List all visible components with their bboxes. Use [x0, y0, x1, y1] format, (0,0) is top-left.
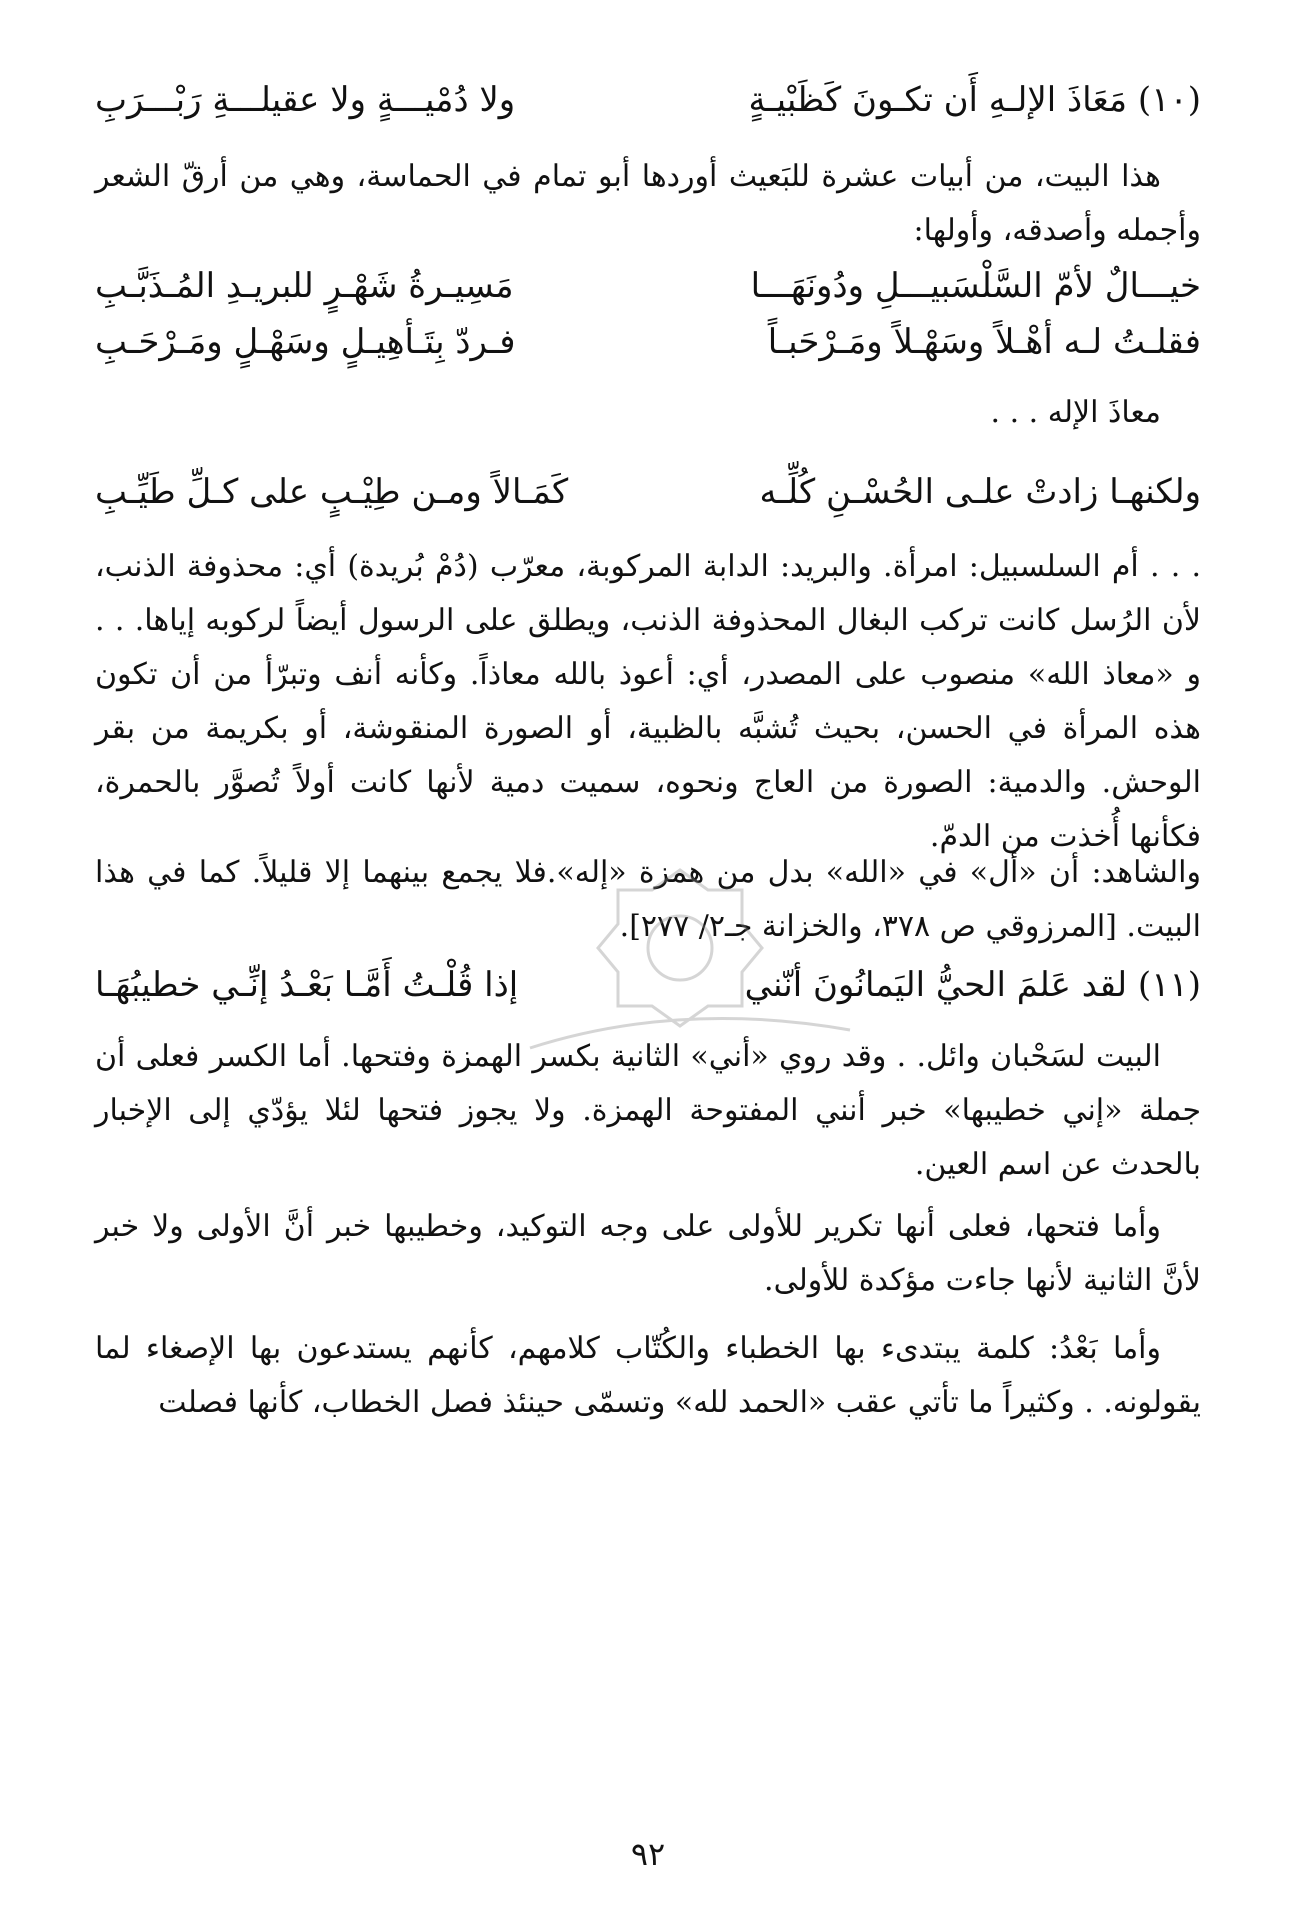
paragraph-second-reading	[95, 1200, 1201, 1308]
paragraph-evidence-text: والشاهد: أن «أل» في «الله» بدل من همزة «إله».فلا يجمع بينهما إلا قليلاً. كما في هذا البيت. [المرزوقي ص ٣٧٨، والخزانة جـ٢/ ٢٧٧].	[95, 855, 1201, 944]
poem-line-2-second-hemistich: فـردّ بِتَـأهِيـلٍ وسَهْـلٍ ومَـرْحَـبِ	[95, 322, 516, 362]
library-watermark	[470, 860, 890, 1060]
paragraph-intro	[95, 150, 1201, 258]
paragraph-amma-baad-text: وأما بَعْدُ: كلمة يبتدىء بها الخطباء والكُتّاب كلامهم، كأنهم يستدعون بها الإصغاء لما يقولونه. . وكثيراً ما تأتي عقب «الحمد لله» وتسمّى حينئذ فصل الخطاب، كأنها فصلت	[95, 1331, 1201, 1420]
paragraph-commentary	[95, 540, 1201, 864]
poem-line-2-first-hemistich: فقلـتُ لـه أهْـلاً وسَهْـلاً ومَـرْحَبـاً	[767, 322, 1201, 362]
ellipsis-line-text: معاذَ الإله . . .	[990, 395, 1161, 430]
paragraph-amma-baad	[95, 1322, 1201, 1430]
poem-line-3	[95, 462, 1201, 522]
poem-line-3-second-hemistich: كَمَـالاً ومـن طِيْـبٍ على كـلِّ طَيِّـبِ	[95, 472, 569, 512]
poem-line-1-second-hemistich: مَسِيـرةُ شَهْـرٍ للبريـدِ المُـذَبَّـبِ	[95, 266, 514, 306]
ellipsis-line	[95, 386, 1201, 440]
poem-line-1-first-hemistich: خيـــالٌ لأمّ السَّلْسَبيـــلِ ودُونَهَـــا	[750, 266, 1201, 306]
poem-line-1	[95, 258, 1201, 314]
paragraph-commentary-text: . . . أم السلسبيل: امرأة. والبريد: الدابة المركوبة، معرّب (دُمْ بُريدة) أي: محذوفة الذنب، لأن الرُسل كانت تركب البغال المحذوفة الذنب، ويطلق على الرسول أيضاً لركوبه إياها. . . و «معاذ الله» منصوب على المصدر، أي: أعوذ بالله معاذاً. وكأنه أنف وتبرّأ من أن تكون هذه المرأة في الحسن، بحيث تُشبَّه بالظبية، أو الصورة المنقوشة، أو بكريمة من بقر الوحش. والدمية: الصورة من العاج ونحوه، سميت دمية لأنها كانت أولاً تُصوَّر بالحمرة، فكأنها أُخذت من الدمّ.	[95, 549, 1201, 854]
paragraph-intro-text: هذا البيت، من أبيات عشرة للبَعيث أوردها أبو تمام في الحماسة، وهي من أرقّ الشعر وأجمله وأصدقه، وأولها:	[95, 159, 1201, 248]
poem-line-3-first-hemistich: ولكنهـا زادتْ علـى الحُسْـنِ كُلِّـه	[759, 472, 1201, 512]
poem-line-2	[95, 314, 1201, 370]
verse-10-first-hemistich: (١٠) مَعَاذَ الإلـهِ أَن تكـونَ كَظَبْيـةٍ	[748, 80, 1201, 120]
verse-11-first-hemistich: (١١) لقد عَلمَ الحيُّ اليَمانُونَ أنّني	[744, 965, 1201, 1005]
watermark-emblem-icon	[470, 860, 890, 1060]
page-number: ٩٢	[630, 1835, 666, 1873]
paragraph-verse-11-note-text: البيت لسَحْبان وائل. . وقد روي «أني» الثانية بكسر الهمزة وفتحها. أما الكسر فعلى أن جملة «إني خطيبها» خبر أنني المفتوحة الهمزة. ولا يجوز فتحها لئلا يؤدّي إلى الإخبار بالحدث عن اسم العين.	[95, 1039, 1201, 1182]
verse-10	[95, 70, 1201, 130]
poem-lines	[95, 258, 1201, 370]
verse-10-second-hemistich: ولا دُمْيـــةٍ ولا عقيلـــةِ رَبْـــرَبِ	[95, 80, 516, 120]
paragraph-second-reading-text: وأما فتحها، فعلى أنها تكرير للأولى على وجه التوكيد، وخطيبها خبر أنَّ الأولى ولا خبر لأنَّ الثانية لأنها جاءت مؤكدة للأولى.	[95, 1209, 1201, 1298]
verse-11-second-hemistich: إذا قُلْـتُ أَمَّـا بَعْـدُ إنِّـي خطيبُهَـا	[95, 965, 519, 1005]
